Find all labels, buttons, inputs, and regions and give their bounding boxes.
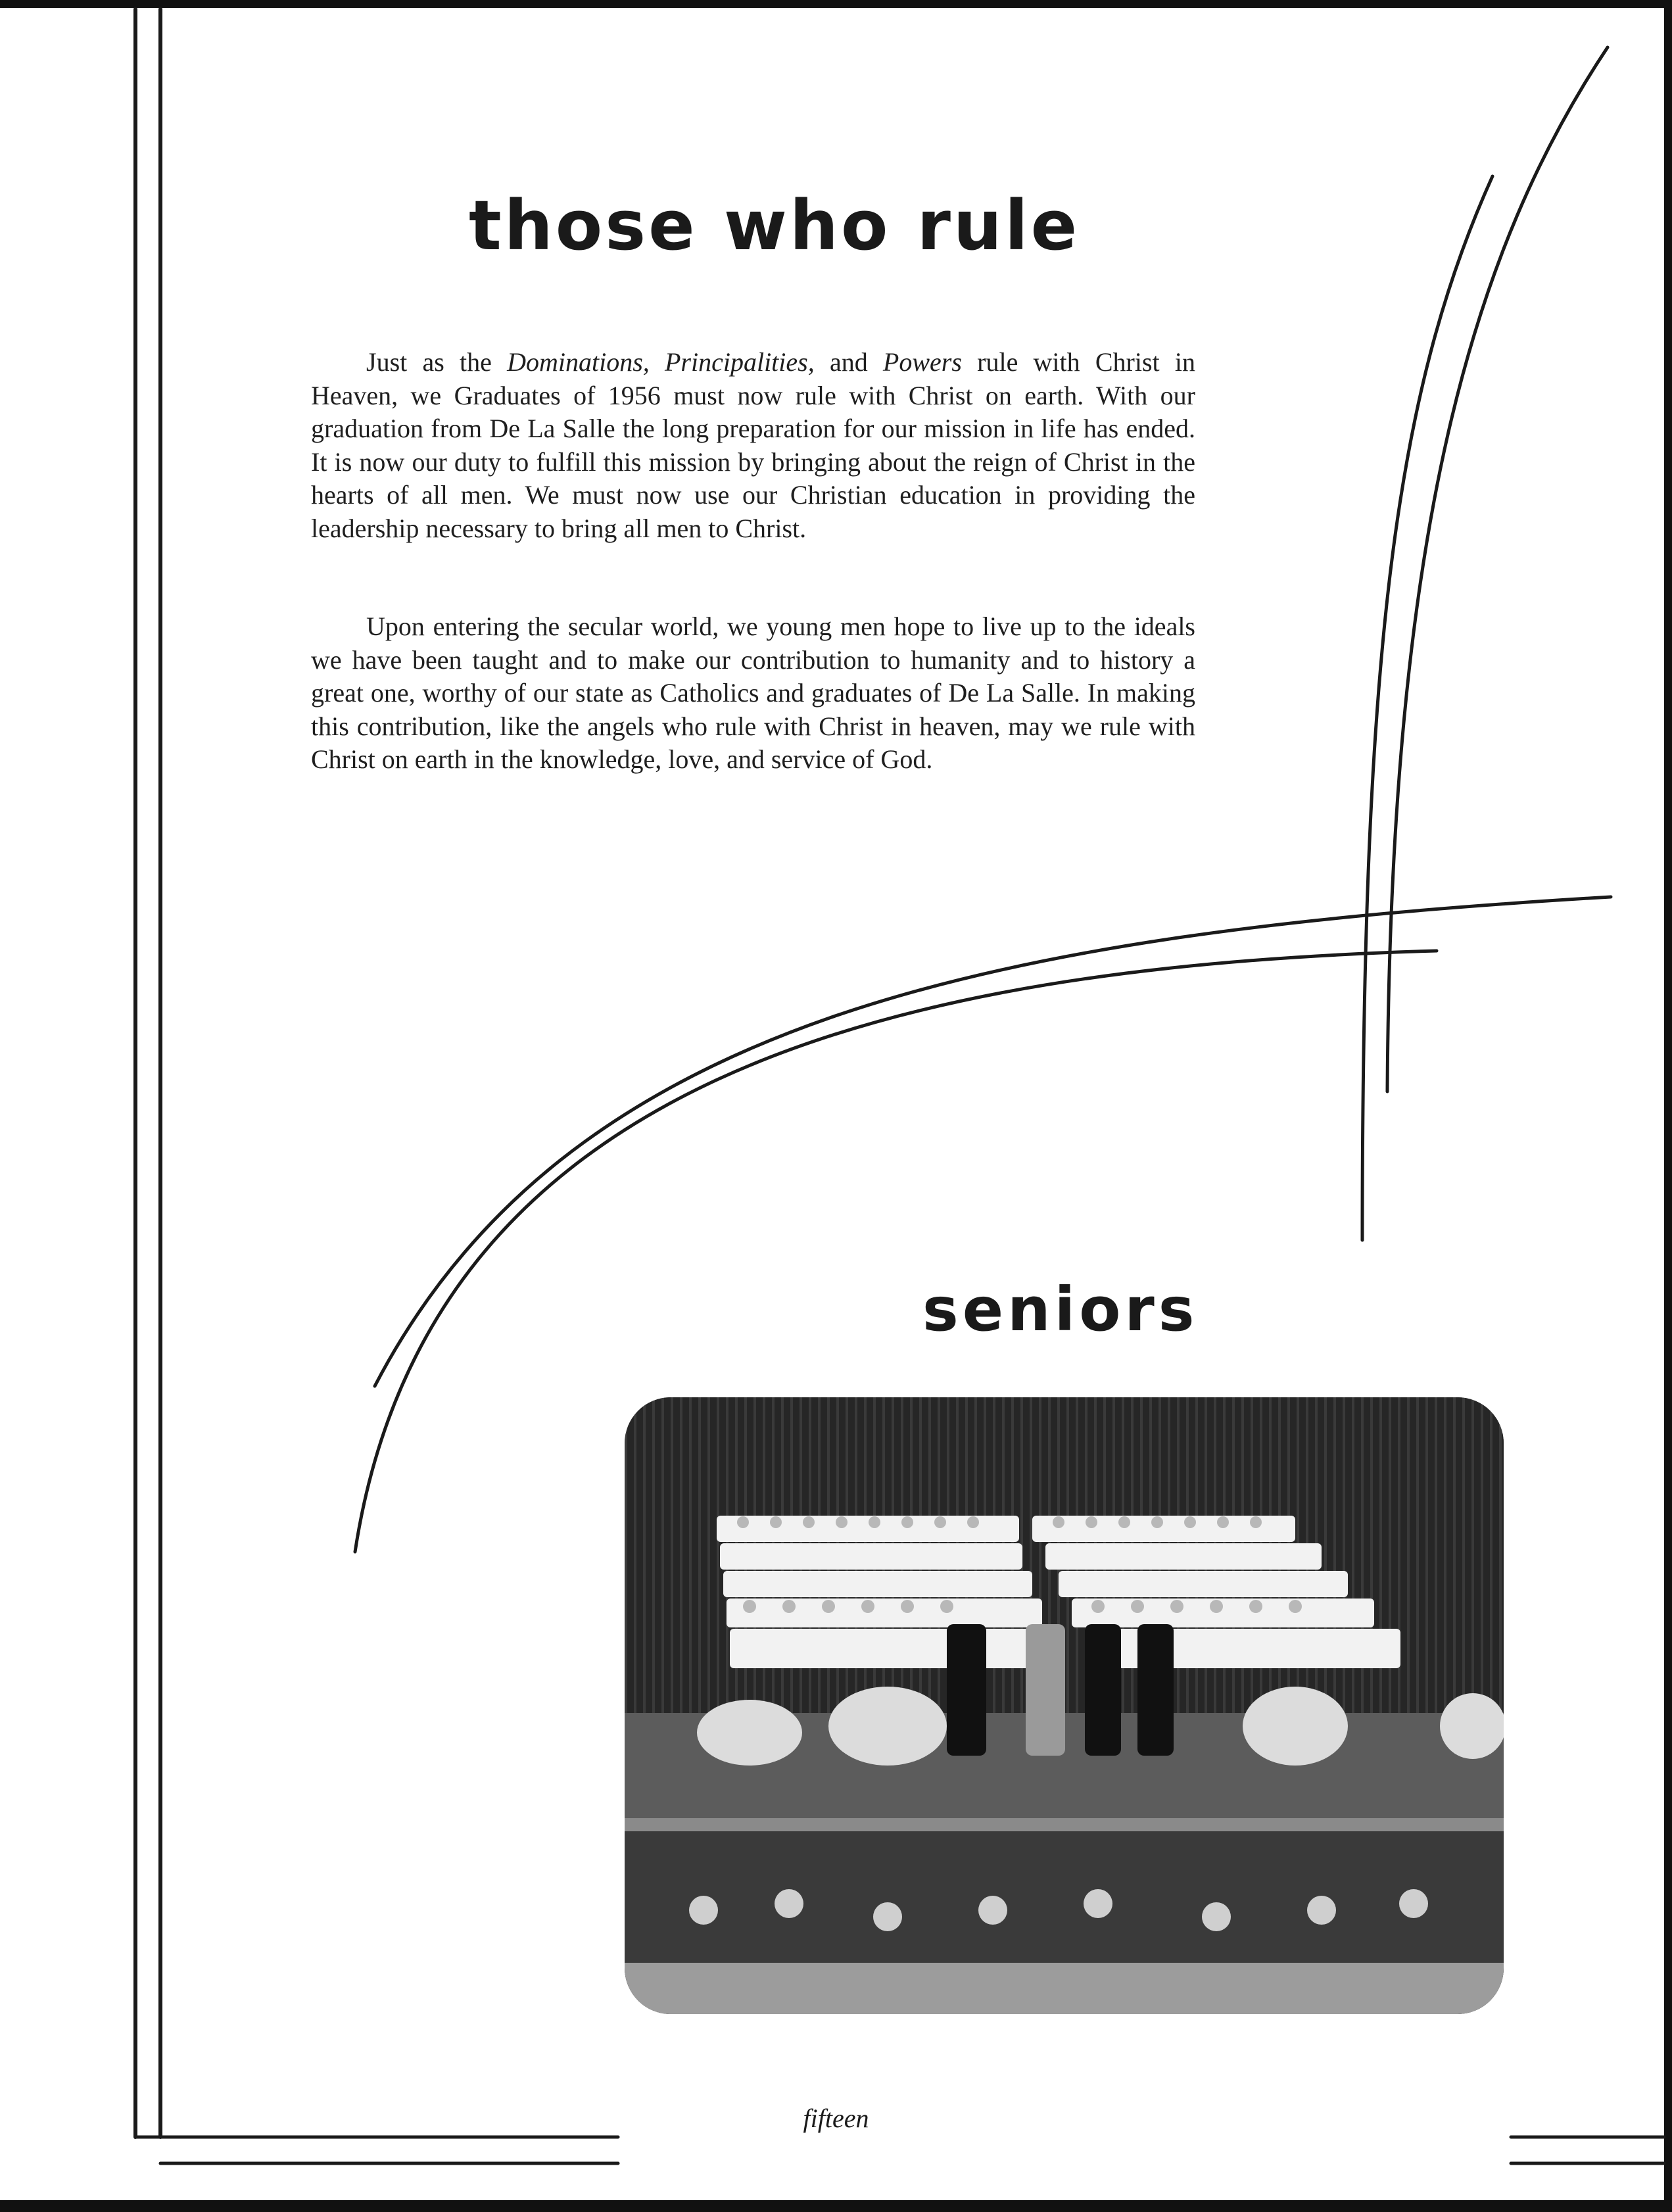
paragraph-1-rest: rule with Christ in Heaven, we Graduates of 1956 must now rule with Christ on earth. With our graduation from De La Salle the long preparation for our mission in life has ended. It is now our duty to fulfill this mission by bringing about the reign of Christ in the hearts of all men. We must now use our Christian education in providing the leadership necessary to bring all men to Christ. (311, 347, 1195, 543)
subsection-title: seniors (922, 1274, 1199, 1345)
paragraph-1 (311, 346, 1195, 545)
paragraph-2 (311, 610, 1195, 777)
paragraph-1-intro: Just as the (366, 347, 508, 377)
paragraph-1-italic-1: Dominations, Principalities, (507, 347, 815, 377)
choir-stage-photo (625, 1397, 1504, 2014)
paragraph-2-text: Upon entering the secular world, we young men hope to live up to the ideals we have been taught and to make our contribution to humanity and to history a great one, worthy of our state as Catholics and graduates of De La Salle. In making this contribution, like the angels who rule with Christ in heaven, may we rule with Christ on earth in the knowledge, love, and service of God. (311, 612, 1195, 774)
section-title: those who rule (469, 185, 1080, 266)
paragraph-1-and: and (814, 347, 883, 377)
page-number: fifteen (803, 2104, 869, 2133)
paragraph-1-italic-2: Powers (882, 347, 962, 377)
